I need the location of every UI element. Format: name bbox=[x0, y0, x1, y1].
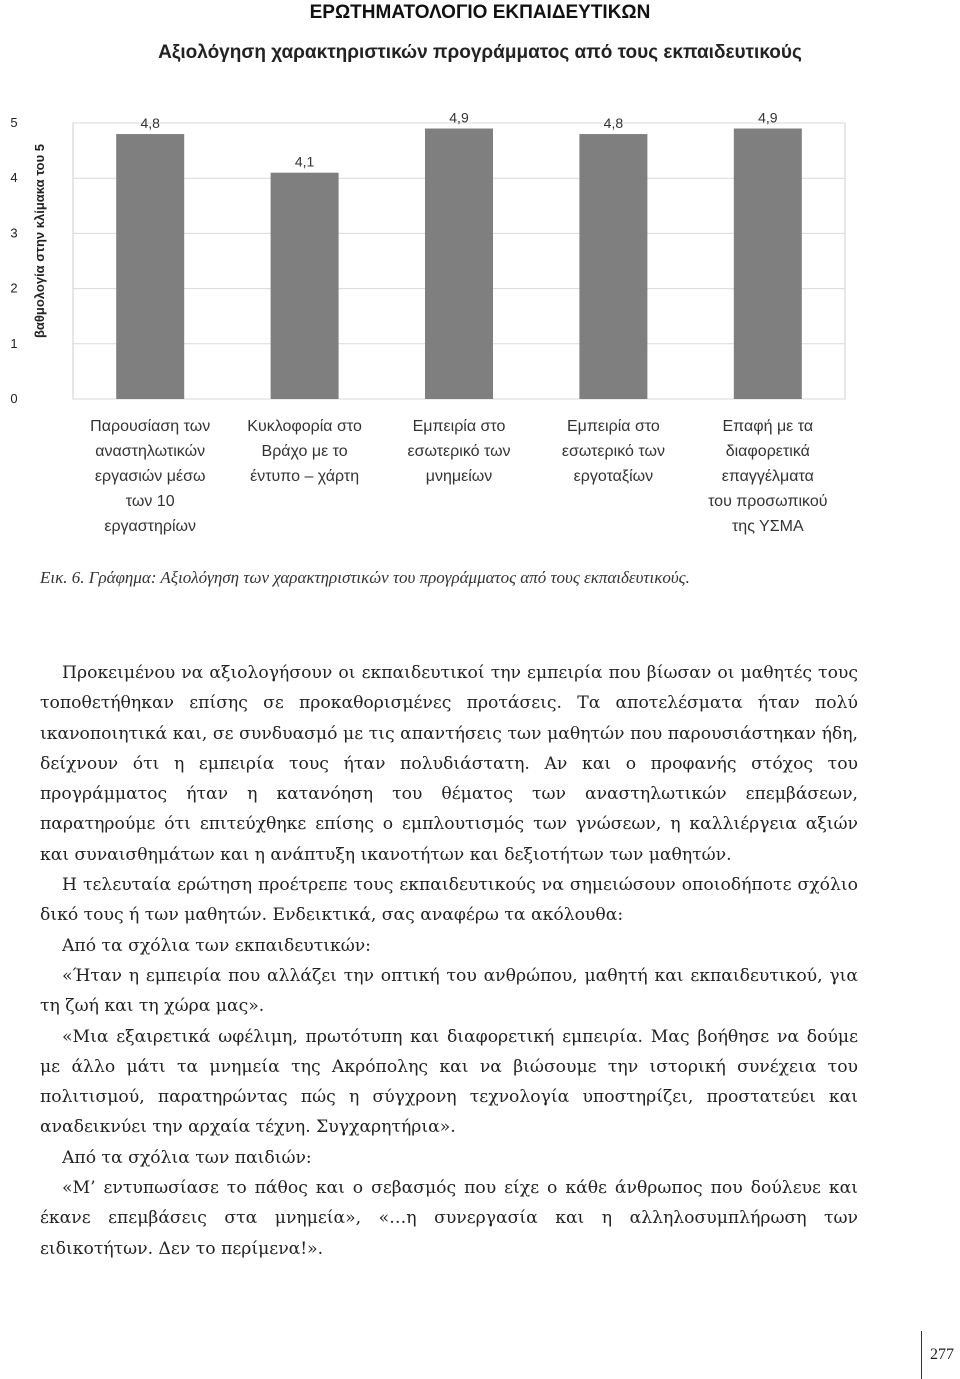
y-tick-label: 4 bbox=[10, 170, 18, 186]
bar bbox=[579, 134, 647, 399]
quote: «Μ’ εντυπωσίασε το πάθος και ο σεβασμός που είχε ο κάθε άνθρωπος που δούλευε και έκανε επεμβάσεις στα μνημεία», «…η συνεργασία και η αλληλοσυμπλήρωση των ειδικοτήτων. Δεν το περίμενα!». bbox=[40, 1178, 858, 1259]
bar bbox=[271, 173, 339, 399]
category-label: Κυκλοφορία στο Βράχο με το έντυπο – χάρτη bbox=[247, 418, 362, 485]
bar-value-label: 4,8 bbox=[603, 115, 624, 132]
body-text bbox=[40, 658, 858, 1264]
category-label: Εμπειρία στο εσωτερικό των μνημείων bbox=[407, 418, 511, 485]
bar-value-label: 4,9 bbox=[758, 109, 778, 126]
document-subtitle: Αξιολόγηση χαρακτηριστικών προγράμματος από τους εκπαιδευτικούς bbox=[158, 42, 802, 63]
paragraph: Από τα σχόλια των παιδιών: bbox=[62, 1147, 312, 1168]
bar-value-label: 4,8 bbox=[140, 115, 160, 132]
category-label: Επαφή με τα διαφορετικά επαγγέλματα του προσωπικού της ΥΣΜΑ bbox=[708, 418, 828, 535]
y-axis-label: βαθμολογία στην κλίμακα του 5 bbox=[32, 143, 47, 339]
y-tick-label: 3 bbox=[10, 225, 18, 241]
category-label: Παρουσίαση των αναστηλωτικών εργασιών μέσω των 10 εργαστηρίων bbox=[90, 418, 211, 535]
y-tick-label: 1 bbox=[10, 335, 18, 351]
y-tick-label: 5 bbox=[10, 115, 18, 130]
paragraph: Προκειμένου να αξιολογήσουν οι εκπαιδευτικοί την εμπειρία που βίωσαν οι μαθητές τους τοποθετήθηκαν επίσης σε προκαθορισμένες προτάσεις. Τα αποτελέσματα ήταν πολύ ικανοποιητικά και, σε συνδυασμό με τις απαντήσεις των μαθητών που παρουσιάστηκαν ήδη, δείχνουν ότι η εμπειρία τους ήταν πολυδιάστατη. Αν και ο προφανής στόχος του προγράμματος ήταν η κατανόηση του θέματος των αναστηλωτικών επεμβάσεων, παρατηρούμε ότι επιτεύχθηκε επίσης ο εμπλουτισμός των γνώσεων, η καλλιέργεια αξιών και συναισθημάτων και η ανάπτυξη ικανοτήτων και δεξιοτήτων των μαθητών. bbox=[40, 663, 858, 865]
bar-chart bbox=[0, 100, 960, 540]
page-number-rule bbox=[921, 1331, 922, 1379]
bar-value-label: 4,1 bbox=[294, 153, 315, 170]
category-label: Εμπειρία στο εσωτερικό των εργοταξίων bbox=[561, 418, 665, 485]
paragraph: Η τελευταία ερώτηση προέτρεπε τους εκπαιδευτικούς να σημειώσουν οποιοδήποτε σχόλιο δικό τους ή των μαθητών. Ενδεικτικά, σας αναφέρω τα ακόλουθα: bbox=[40, 875, 858, 926]
figure-caption: Εικ. 6. Γράφημα: Αξιολόγηση των χαρακτηριστικών του προγράμματος από τους εκπαιδευτικούς. bbox=[40, 568, 690, 587]
page-number: 277 bbox=[930, 1346, 954, 1363]
bar-value-label: 4,9 bbox=[449, 109, 469, 126]
paragraph: Από τα σχόλια των εκπαιδευτικών: bbox=[62, 935, 371, 956]
y-tick-label: 2 bbox=[10, 280, 18, 296]
bar bbox=[734, 129, 802, 399]
bar bbox=[116, 134, 184, 399]
document-title: ΕΡΩΤΗΜΑΤΟΛΟΓΙΟ ΕΚΠΑΙΔΕΥΤΙΚΩΝ bbox=[309, 2, 651, 23]
quote: «Μια εξαιρετικά ωφέλιμη, πρωτότυπη και διαφορετική εμπειρία. Μας βοήθησε να δούμε με άλλο μάτι τα μνημεία της Ακρόπολης και να βιώσουμε την ιστορική συνέχεια του πολιτισμού, παρατηρώντας πώς η σύγχρονη τεχνολογία υποστηρίζει, προστατεύει και αναδεικνύει την αρχαία τέχνη. Συγχαρητήρια». bbox=[40, 1026, 858, 1138]
y-tick-label: 0 bbox=[10, 391, 18, 406]
quote: «Ήταν η εμπειρία που αλλάζει την οπτική του ανθρώπου, μαθητή και εκπαιδευτικού, για τη ζωή και τη χώρα μας». bbox=[40, 965, 858, 1017]
bar bbox=[425, 129, 493, 399]
